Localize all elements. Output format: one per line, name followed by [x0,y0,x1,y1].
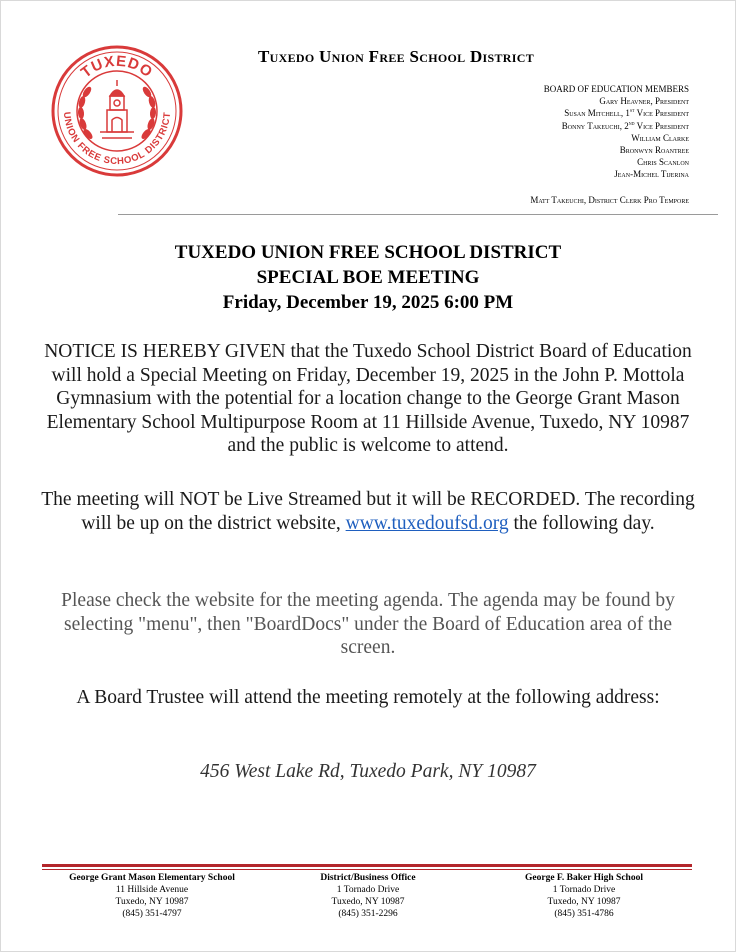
title-line: TUXEDO UNION FREE SCHOOL DISTRICT [174,242,562,263]
agenda-paragraph: Please check the website for the meeting agenda. The agenda may be found by selecting "menu", then "BoardDocs" under the Board of Education area of the screen. [61,590,675,658]
board-member: William Clarke [631,132,689,143]
district-name-heading: Tuxedo Union Free School District [258,47,535,66]
footer-divider-thin [42,869,692,870]
footer-district-office: District/Business Office 1 Tornado Drive Tuxedo, NY 10987 (845) 351-2296 [320,873,416,919]
footer-school-high: George F. Baker High School 1 Tornado Drive Tuxedo, NY 10987 (845) 351-4786 [525,873,643,919]
board-member: Bonny Takeuchi, 2nd Vice President [561,120,689,131]
seal-top-text: TUXEDO [77,52,156,82]
svg-text:TUXEDO [78,53,156,82]
seal-bottom-text: UNION FREE SCHOOL DISTRICT [60,111,174,168]
footer-school-elementary: George Grant Mason Elementary School 11 Hillside Avenue Tuxedo, NY 10987 (845) 351-4797 [69,873,235,919]
board-member: Chris Scanlon [637,157,689,168]
header-divider [118,214,718,215]
board-member: Bronwyn Roantree [619,145,689,156]
board-member: Gary Heavner, President [599,96,689,107]
school-tower-icon [100,80,134,138]
meeting-title [0,240,736,315]
district-website-link[interactable]: www.tuxedoufsd.org [345,512,509,534]
board-members-list [389,83,689,181]
board-member: Susan Mitchell, 1st Vice President [564,108,689,119]
district-seal-logo [50,44,184,178]
board-member: Jean-Michel Tijerina [614,169,689,180]
recording-paragraph: The meeting will NOT be Live Streamed but it will be RECORDED. The recording will be up on the district website, www.tuxedoufsd.org the following day. [41,489,695,534]
board-heading: BOARD OF EDUCATION MEMBERS [543,84,689,94]
title-line: SPECIAL BOE MEETING [256,267,480,288]
remote-address: 456 West Lake Rd, Tuxedo Park, NY 10987 [200,761,536,782]
meeting-datetime: Friday, December 19, 2025 6:00 PM [222,292,514,313]
trustee-paragraph: A Board Trustee will attend the meeting remotely at the following address: [76,687,660,708]
notice-paragraph: NOTICE IS HEREBY GIVEN that the Tuxedo School District Board of Education will hold a Special Meeting on Friday, December 19, 2025 in the John P. Mottola Gymnasium with the potential for a location change to the George Grant Mason Elementary School Multipurpose Room at 11 Hillside Avenue, Tuxedo, NY 10987 and the public is welcome to attend. [44,341,692,456]
district-clerk: Matt Takeuchi, District Clerk Pro Tempore [530,195,689,205]
footer-divider [42,864,692,867]
